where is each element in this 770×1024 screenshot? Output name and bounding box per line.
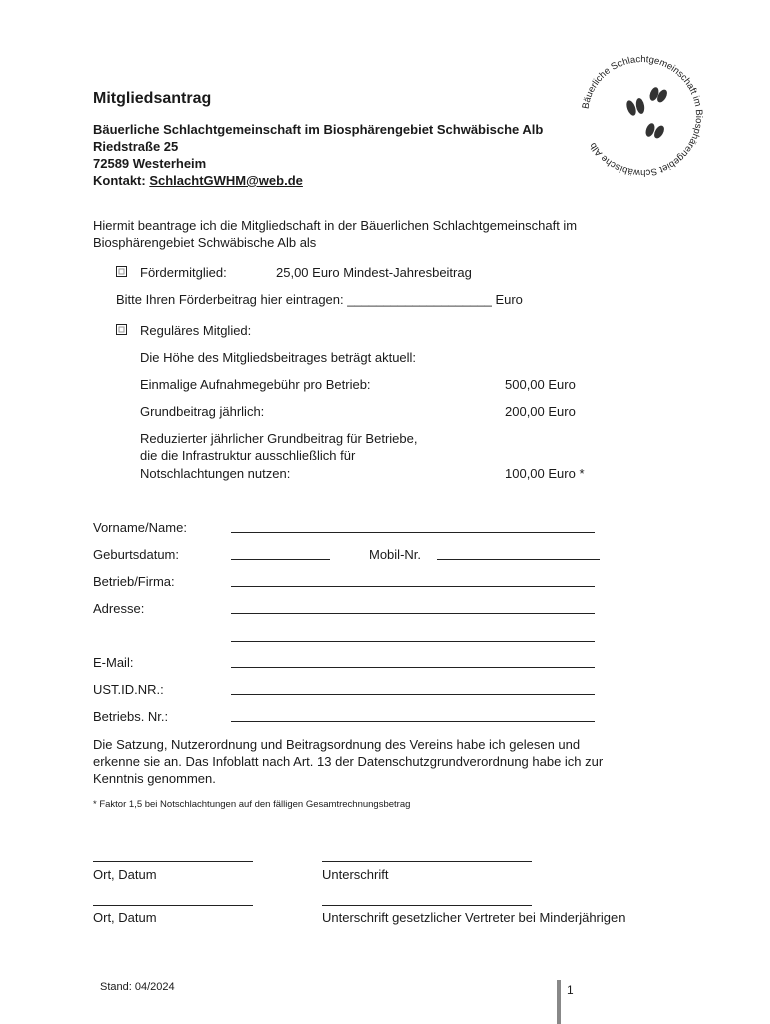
birthdate-field[interactable]: [231, 559, 330, 560]
fee-label: Einmalige Aufnahmegebühr pro Betrieb:: [140, 377, 371, 392]
regulaeres-mitglied-checkbox[interactable]: [116, 324, 127, 335]
reduced-fee-line-3: Notschlachtungen nutzen:: [140, 466, 291, 481]
intro-line-2: Biosphärengebiet Schwäbische Alb als: [93, 235, 317, 250]
birthdate-label: Geburtsdatum:: [93, 547, 179, 562]
address-field-line-2[interactable]: [231, 641, 595, 642]
company-label: Betrieb/Firma:: [93, 574, 175, 589]
footnote: * Faktor 1,5 bei Notschlachtungen auf den fälligen Gesamtrechnungsbetrag: [93, 799, 411, 810]
org-contact: [93, 173, 303, 188]
place-date-line-2[interactable]: [93, 905, 253, 906]
org-city: 72589 Westerheim: [93, 156, 207, 171]
statement-line-1: Die Satzung, Nutzerordnung und Beitragsordnung des Vereins habe ich gelesen und: [93, 737, 581, 752]
email-label: E-Mail:: [93, 655, 134, 670]
betriebs-nr-label: Betriebs. Nr.:: [93, 709, 169, 724]
foerdermitglied-amount: 25,00 Euro Mindest-Jahresbeitrag: [276, 265, 472, 280]
hoof-prints-icon: [625, 86, 669, 140]
foerdermitglied-label: Fördermitglied:: [140, 265, 227, 280]
statement-line-2: erkenne sie an. Das Infoblatt nach Art. 13 der Datenschutzgrundverordnung habe ich zur: [93, 754, 604, 769]
reduced-fee-amount: 100,00 Euro *: [505, 466, 585, 481]
place-date-label-1: Ort, Datum: [93, 867, 157, 882]
org-street: Riedstraße 25: [93, 139, 179, 154]
page-divider: [557, 980, 561, 1024]
name-label: Vorname/Name:: [93, 520, 187, 535]
contact-email-link[interactable]: SchlachtGWHM@web.de: [149, 173, 303, 188]
betriebs-nr-field[interactable]: [231, 721, 595, 722]
org-name: Bäuerliche Schlachtgemeinschaft im Biosphärengebiet Schwäbische Alb: [93, 122, 544, 137]
organization-logo: [574, 48, 710, 184]
ust-id-label: UST.ID.NR.:: [93, 682, 164, 697]
email-field[interactable]: [231, 667, 595, 668]
foerderbeitrag-entry: Bitte Ihren Förderbeitrag hier eintragen: ____________________ Euro: [116, 292, 523, 307]
statement-line-3: Kenntnis genommen.: [93, 771, 216, 786]
mobile-label: Mobil-Nr.: [369, 547, 422, 562]
place-date-line-1[interactable]: [93, 861, 253, 862]
address-field[interactable]: [231, 613, 595, 614]
regulaeres-mitglied-label: Reguläres Mitglied:: [140, 323, 252, 338]
contact-label: Kontakt:: [93, 173, 146, 188]
fee-amount: 500,00 Euro: [505, 377, 576, 392]
mobile-field[interactable]: [437, 559, 600, 560]
place-date-label-2: Ort, Datum: [93, 910, 157, 925]
signature-label-1: Unterschrift: [322, 867, 389, 882]
ust-id-field[interactable]: [231, 694, 595, 695]
reduced-fee-line-1: Reduzierter jährlicher Grundbeitrag für Betriebe,: [140, 431, 418, 446]
name-field[interactable]: [231, 532, 595, 533]
page-title: Mitgliedsantrag: [93, 90, 212, 107]
intro-line-1: Hiermit beantrage ich die Mitgliedschaft in der Bäuerlichen Schlachtgemeinschaft im: [93, 218, 578, 233]
signature-line-1[interactable]: [322, 861, 532, 862]
fee-label: Grundbeitrag jährlich:: [140, 404, 265, 419]
company-field[interactable]: [231, 586, 595, 587]
signature-label-2: Unterschrift gesetzlicher Vertreter bei Minderjährigen: [322, 910, 626, 925]
fee-amount: 200,00 Euro: [505, 404, 576, 419]
fee-intro: Die Höhe des Mitgliedsbeitrages beträgt aktuell:: [140, 350, 417, 365]
logo-ring-text: Bäuerliche Schlachtgemeinschaft im Biosphärengebiet Schwäbische Alb: [580, 53, 705, 179]
stand-date: Stand: 04/2024: [100, 981, 175, 993]
address-label: Adresse:: [93, 601, 145, 616]
reduced-fee-line-2: die die Infrastruktur ausschließlich für: [140, 448, 356, 463]
signature-line-2[interactable]: [322, 905, 532, 906]
foerdermitglied-checkbox[interactable]: [116, 266, 127, 277]
page-number: 1: [567, 983, 574, 997]
